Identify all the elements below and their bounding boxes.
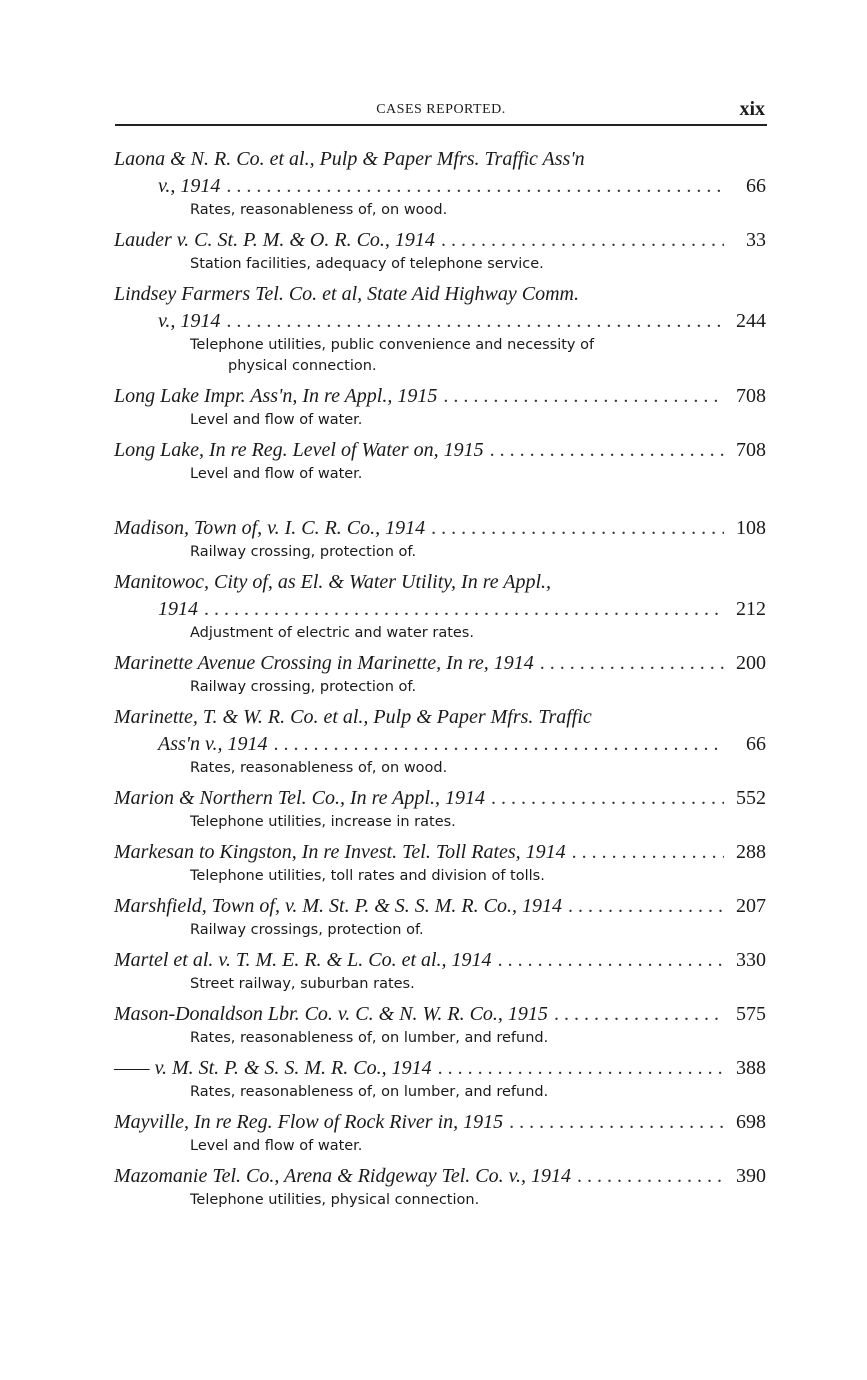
case-entry xyxy=(114,1109,766,1157)
case-subject xyxy=(114,1028,766,1049)
case-title: Marinette Avenue Crossing in Marinette, In re, 1914 xyxy=(114,652,534,674)
dot-leader xyxy=(490,437,724,464)
case-subject-text: Telephone utilities, public convenience and necessity of xyxy=(190,337,595,353)
dot-leader xyxy=(438,1055,724,1082)
running-header xyxy=(115,100,767,126)
case-subject-text: Railway crossing, protection of. xyxy=(190,679,417,695)
case-title-line xyxy=(114,947,766,974)
case-title-line xyxy=(114,596,766,623)
page-number: 575 xyxy=(736,1003,766,1025)
case-title-line xyxy=(114,1001,766,1028)
case-title-continuation: v., 1914 xyxy=(158,175,221,197)
case-title: Laona & N. R. Co. et al., Pulp & Paper Mfrs. Traffic Ass'n xyxy=(114,148,585,170)
case-entry xyxy=(114,437,766,485)
case-title: Lindsey Farmers Tel. Co. et al, State Aid Highway Comm. xyxy=(114,283,579,305)
case-subject xyxy=(114,623,766,644)
case-title: Martel et al. v. T. M. E. R. & L. Co. et al., 1914 xyxy=(114,949,492,971)
case-title-line xyxy=(114,383,766,410)
case-title-continuation: Ass'n v., 1914 xyxy=(158,733,268,755)
dot-leader xyxy=(509,1109,724,1136)
case-title: Lauder v. C. St. P. M. & O. R. Co., 1914 xyxy=(114,229,435,251)
case-subject xyxy=(114,866,766,887)
page-number: 552 xyxy=(736,787,766,809)
case-entry xyxy=(114,227,766,275)
case-entry xyxy=(114,1055,766,1103)
case-title: Madison, Town of, v. I. C. R. Co., 1914 xyxy=(114,517,426,539)
case-title: Markesan to Kingston, In re Invest. Tel. Toll Rates, 1914 xyxy=(114,841,566,863)
case-subject-text: Street railway, suburban rates. xyxy=(190,976,415,992)
case-subject xyxy=(114,200,766,221)
case-title: Long Lake, In re Reg. Level of Water on, 1915 xyxy=(114,439,484,461)
case-subject xyxy=(114,758,766,779)
case-subject-text: Rates, reasonableness of, on lumber, and refund. xyxy=(190,1084,549,1100)
case-subject xyxy=(114,1136,766,1157)
case-title-line xyxy=(114,650,766,677)
dot-leader xyxy=(498,947,724,974)
page-number: 330 xyxy=(736,949,766,971)
case-subject xyxy=(114,542,766,563)
case-title: Manitowoc, City of, as El. & Water Utility, In re Appl., xyxy=(114,571,552,593)
dot-leader xyxy=(441,227,724,254)
case-subject xyxy=(114,677,766,698)
dot-leader xyxy=(226,308,724,335)
dot-leader xyxy=(491,785,724,812)
case-entry xyxy=(114,947,766,995)
case-entry xyxy=(114,704,766,779)
page-number: 388 xyxy=(736,1057,766,1079)
page-number: 200 xyxy=(736,652,766,674)
page-number: 390 xyxy=(736,1165,766,1187)
case-subject-text: Railway crossings, protection of. xyxy=(190,922,424,938)
dot-leader xyxy=(540,650,724,677)
case-subject-text: Rates, reasonableness of, on wood. xyxy=(190,202,448,218)
case-title-continuation: 1914 xyxy=(158,598,198,620)
case-entry xyxy=(114,1163,766,1211)
dot-leader xyxy=(431,515,724,542)
case-subject xyxy=(114,410,766,431)
case-subject xyxy=(114,974,766,995)
dot-leader xyxy=(226,173,724,200)
page-number: 66 xyxy=(746,733,766,755)
case-subject-text: Rates, reasonableness of, on wood. xyxy=(190,760,448,776)
page-number: 207 xyxy=(736,895,766,917)
case-subject-text: Level and flow of water. xyxy=(190,466,363,482)
case-subject xyxy=(114,1082,766,1103)
case-title: Marinette, T. & W. R. Co. et al., Pulp & Paper Mfrs. Traffic xyxy=(114,706,592,728)
case-title: Mason-Donaldson Lbr. Co. v. C. & N. W. R. Co., 1915 xyxy=(114,1003,548,1025)
case-title-line xyxy=(114,1055,766,1082)
page-number: 33 xyxy=(746,229,766,251)
page-number: 708 xyxy=(736,385,766,407)
case-title-line xyxy=(114,227,766,254)
page-number: 698 xyxy=(736,1111,766,1133)
dot-leader xyxy=(273,731,724,758)
case-subject-text: Rates, reasonableness of, on lumber, and refund. xyxy=(190,1030,549,1046)
case-title-line xyxy=(114,173,766,200)
case-title-line xyxy=(114,785,766,812)
case-entry xyxy=(114,785,766,833)
case-entry xyxy=(114,569,766,644)
page-number: 244 xyxy=(736,310,766,332)
case-subject xyxy=(114,335,766,377)
case-entry xyxy=(114,893,766,941)
case-subject-continuation: physical connection. xyxy=(228,358,377,374)
case-subject-text: Level and flow of water. xyxy=(190,1138,363,1154)
case-title: Marshfield, Town of, v. M. St. P. & S. S. M. R. Co., 1914 xyxy=(114,895,562,917)
case-title-line xyxy=(114,893,766,920)
page-number: 66 xyxy=(746,175,766,197)
dot-leader xyxy=(577,1163,724,1190)
case-title: Long Lake Impr. Ass'n, In re Appl., 1915 xyxy=(114,385,438,407)
case-entry xyxy=(114,515,766,563)
case-title: —— v. M. St. P. & S. S. M. R. Co., 1914 xyxy=(114,1057,432,1079)
case-entry xyxy=(114,281,766,377)
case-subject-text: Telephone utilities, increase in rates. xyxy=(190,814,456,830)
case-title-line xyxy=(114,1163,766,1190)
case-title-line xyxy=(114,731,766,758)
case-title: Mayville, In re Reg. Flow of Rock River in, 1915 xyxy=(114,1111,504,1133)
case-title-line xyxy=(114,839,766,866)
dot-leader xyxy=(572,839,724,866)
case-title-line xyxy=(114,308,766,335)
page-folio: xix xyxy=(739,98,765,120)
case-entry xyxy=(114,839,766,887)
case-entry xyxy=(114,650,766,698)
case-title-line xyxy=(114,437,766,464)
case-title-line xyxy=(114,515,766,542)
case-title-line xyxy=(114,1109,766,1136)
case-subject xyxy=(114,1190,766,1211)
case-index-list xyxy=(114,146,766,1217)
page-number: 288 xyxy=(736,841,766,863)
case-subject-text: Railway crossing, protection of. xyxy=(190,544,417,560)
dot-leader xyxy=(204,596,724,623)
case-subject-text: Telephone utilities, physical connection. xyxy=(190,1192,480,1208)
case-subject-text: Station facilities, adequacy of telephone service. xyxy=(190,256,544,272)
case-entry xyxy=(114,1001,766,1049)
case-title: Mazomanie Tel. Co., Arena & Ridgeway Tel. Co. v., 1914 xyxy=(114,1165,572,1187)
case-subject-text: Level and flow of water. xyxy=(190,412,363,428)
case-subject xyxy=(114,812,766,833)
page-number: 212 xyxy=(736,598,766,620)
case-subject xyxy=(114,464,766,485)
case-subject-text: Telephone utilities, toll rates and division of tolls. xyxy=(190,868,545,884)
case-subject xyxy=(114,920,766,941)
dot-leader xyxy=(568,893,724,920)
case-title: Marion & Northern Tel. Co., In re Appl., 1914 xyxy=(114,787,485,809)
case-entry xyxy=(114,146,766,221)
case-entry xyxy=(114,383,766,431)
case-title-continuation: v., 1914 xyxy=(158,310,221,332)
case-subject xyxy=(114,254,766,275)
page-number: 708 xyxy=(736,439,766,461)
dot-leader xyxy=(554,1001,724,1028)
dot-leader xyxy=(443,383,724,410)
case-subject-text: Adjustment of electric and water rates. xyxy=(190,625,474,641)
running-title: CASES REPORTED. xyxy=(376,102,506,117)
page-number: 108 xyxy=(736,517,766,539)
